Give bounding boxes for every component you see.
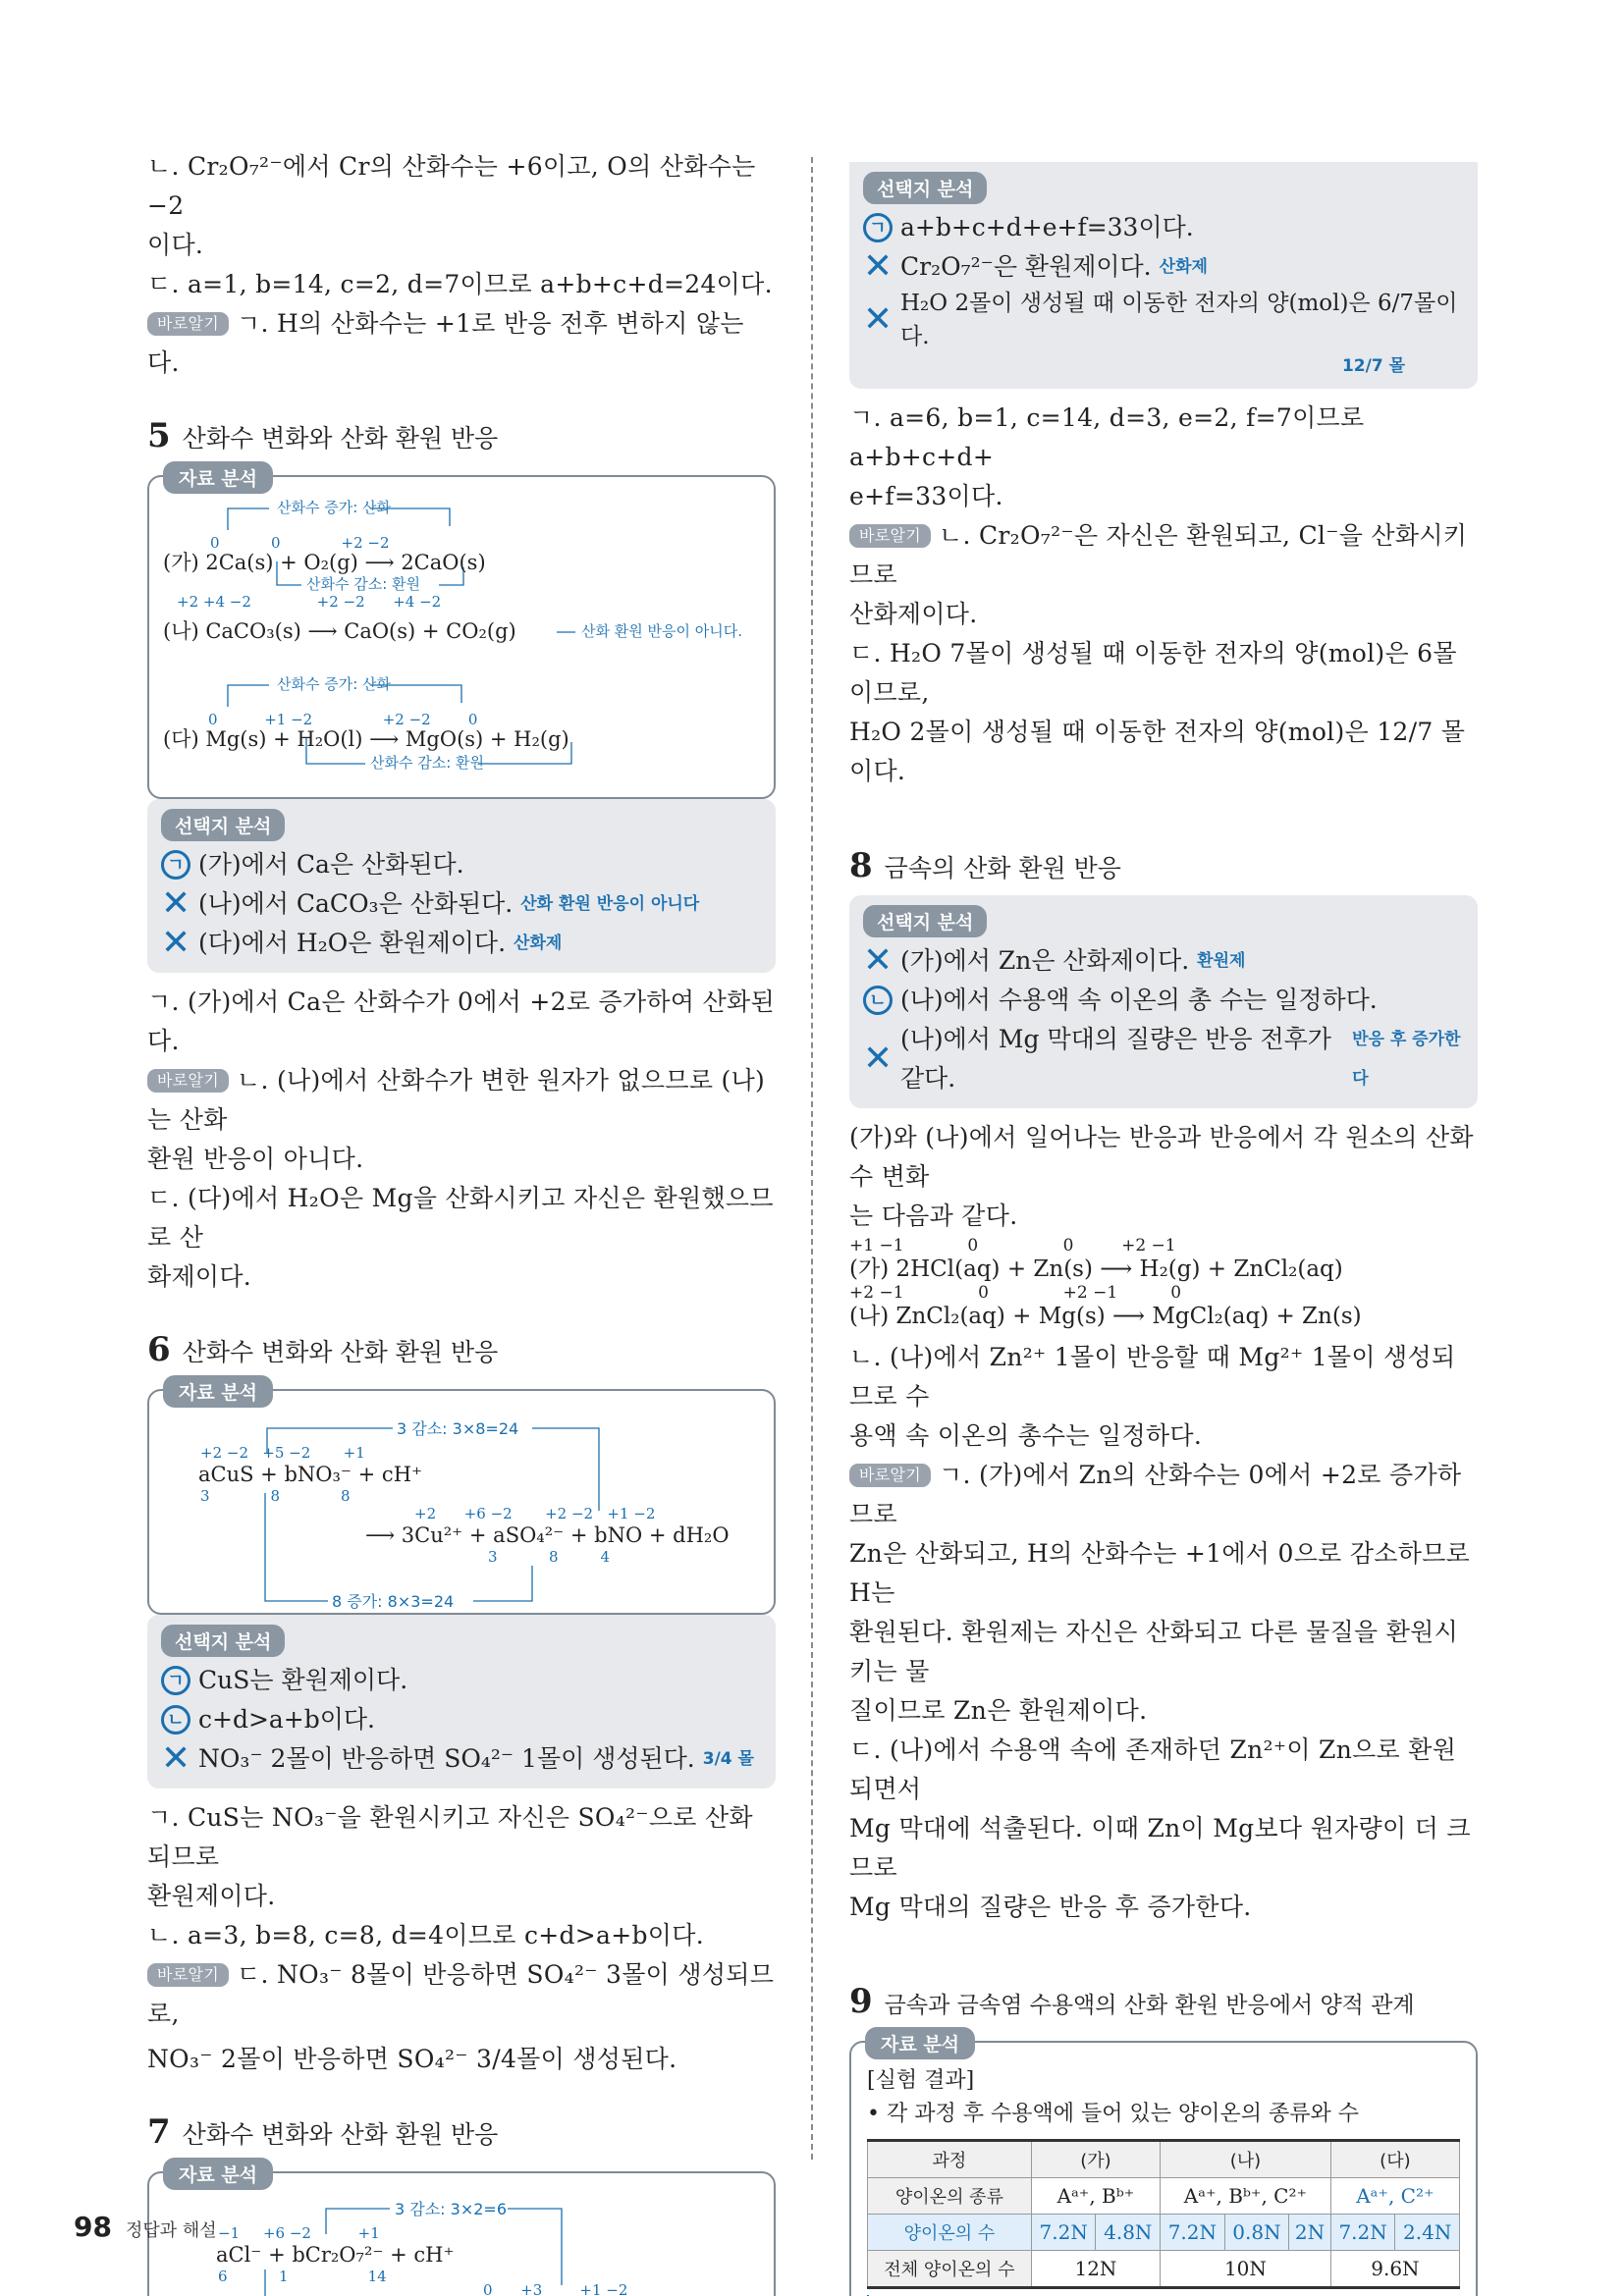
choice-note: 반응 후 증가한다	[1352, 1030, 1461, 1089]
choice-note: 3/4 몰	[702, 1749, 754, 1769]
fix-text: ㄱ. (가)에서 Zn의 산화수는 0에서 +2로 증가하므로	[849, 1461, 1462, 1528]
equation-diagram-7	[159, 2187, 758, 2296]
fix-text: ㄷ. NO₃⁻ 8몰이 반응하면 SO₄²⁻ 3몰이 생성되므로,	[147, 1960, 775, 2028]
expl-text: ㄴ. (나)에서 산화수가 변한 원자가 없으므로 (나)는 산화	[147, 1066, 766, 1134]
data-analysis-tag: 자료 분석	[865, 2027, 975, 2059]
table-cell: 10N	[1161, 2251, 1331, 2288]
fix-chip: 바로알기	[147, 312, 229, 336]
top-line-2: 이다.	[147, 231, 204, 259]
table-cell: 4.8N	[1096, 2215, 1161, 2251]
top-fix-text: ㄱ. H의 산화수는 +1로 반응 전후 변하지 않는다.	[147, 309, 744, 377]
choice-text: (나)에서 수용액 속 이온의 총 수는 일정하다.	[900, 986, 1378, 1014]
choice-text: (다)에서 H₂O은 환원제이다.	[198, 929, 507, 957]
section-number: 9	[849, 1982, 873, 2021]
equation-6-reactants: aCuS + bNO₃⁻ + cH⁺	[198, 1463, 423, 1486]
wrong-mark-icon: ✕	[161, 883, 191, 924]
correct-mark-icon: ㄱ	[161, 850, 190, 880]
expl-line: ㄴ. a=3, b=8, c=8, d=4이므로 c+d>a+b이다.	[147, 1921, 704, 1949]
choice-row	[863, 287, 1464, 353]
expl-line: e+f=33이다.	[849, 482, 1003, 510]
choice-note: 산화 환원 반응이 아니다	[520, 894, 700, 914]
top-line-3: ㄷ. a=1, b=14, c=2, d=7이므로 a+b+c+d=24이다.	[147, 270, 773, 298]
choice-text: c+d>a+b이다.	[198, 1705, 376, 1734]
fix-chip: 바로알기	[147, 1069, 229, 1093]
expl-line: 질이므로 Zn은 환원제이다.	[849, 1696, 1148, 1725]
choice-text: (나)에서 Mg 막대의 질량은 반응 전후가 같다.	[900, 1025, 1331, 1093]
expl-line: ㄷ. (나)에서 수용액 속에 존재하던 Zn²⁺이 Zn으로 환원되면서	[849, 1735, 1457, 1803]
label-6-reduction: 3 감소: 3×8=24	[397, 1419, 519, 1438]
expl-line: ㄷ. H₂O 7몰이 생성될 때 이동한 전자의 양(mol)은 6몰이므로,	[849, 639, 1457, 707]
expl-line: Zn은 산화되고, H의 산화수는 +1에서 0으로 감소하므로 H는	[849, 1539, 1471, 1607]
label-b-note: 산화 환원 반응이 아니다.	[581, 622, 742, 640]
expl-line: 환원된다. 환원제는 자신은 산화되고 다른 물질을 환원시키는 물	[849, 1618, 1459, 1685]
correct-mark-icon: ㄱ	[161, 1666, 190, 1695]
coef-6-reactants: 3 8 8	[200, 1487, 351, 1505]
section-number: 6	[147, 1330, 171, 1369]
wrong-mark-icon: ✕	[863, 1039, 893, 1079]
correct-mark-icon: ㄴ	[863, 986, 893, 1015]
choice-row	[161, 1739, 762, 1779]
choice-row	[161, 1661, 762, 1700]
wrong-mark-icon: ✕	[161, 1738, 191, 1779]
table-cell: 0.8N	[1224, 2215, 1289, 2251]
equation-a: (가) 2Ca(s) + O₂(g) ⟶ 2CaO(s)	[163, 551, 486, 574]
ox-8a: +1 −1 0 0 +2 −1	[849, 1236, 1176, 1255]
expl-line: 산화제이다.	[849, 600, 978, 628]
equation-c: (다) Mg(s) + H₂O(l) ⟶ MgO(s) + H₂(g)	[163, 727, 569, 751]
bullet-line: • 각 과정 후 수용액에 들어 있는 양이온의 종류와 수	[867, 2102, 1359, 2126]
right-column	[849, 162, 1478, 2296]
ox-a: 0 0 +2 −2	[210, 534, 390, 552]
choice-row	[863, 247, 1464, 287]
expl-line: 화제이다.	[147, 1262, 252, 1291]
expl-line: ㄱ. (가)에서 Ca은 산화수가 0에서 +2로 증가하여 산화된다.	[147, 988, 775, 1055]
expl-line: H₂O 2몰이 생성될 때 이동한 전자의 양(mol)은 12/7 몰이다.	[849, 718, 1466, 785]
fix-chip: 바로알기	[849, 1464, 931, 1487]
section-title: 금속과 금속염 수용액의 산화 환원 반응에서 양적 관계	[884, 1993, 1415, 2018]
data-analysis-box-6	[147, 1382, 776, 1615]
choice-row	[161, 1700, 762, 1739]
choice-box-7	[849, 162, 1478, 389]
choice-tag: 선택지 분석	[161, 1625, 285, 1657]
data-analysis-tag: 자료 분석	[163, 461, 273, 494]
choice-text: (가)에서 Ca은 산화된다.	[198, 850, 464, 879]
expl-line: 용액 속 이온의 총수는 일정하다.	[849, 1421, 1203, 1450]
expl-line: ㄱ. a=6, b=1, c=14, d=3, e=2, f=7이므로 a+b+c+d+	[849, 403, 1365, 471]
coef-6-products: 3 8 4	[488, 1548, 610, 1566]
equation-diagram-5	[159, 493, 758, 787]
expl-line	[849, 1456, 1478, 1534]
ox-7-reactants: −1 +6 −2 +1	[218, 2224, 380, 2242]
choice-text: a+b+c+d+e+f=33이다.	[900, 213, 1194, 241]
data-analysis-tag: 자료 분석	[163, 1375, 273, 1408]
choice-note: 산화제	[1159, 257, 1208, 277]
wrong-mark-icon: ✕	[161, 923, 191, 963]
expl-line: (가)와 (나)에서 일어나는 반응과 반응에서 각 원소의 산화수 변화	[849, 1123, 1474, 1191]
choice-text: (가)에서 Zn은 산화제이다.	[900, 946, 1190, 975]
section-8-heading	[849, 846, 1478, 885]
choice-box-8	[849, 895, 1478, 1108]
expl-line: ㄱ. CuS는 NO₃⁻을 환원시키고 자신은 SO₄²⁻으로 산화되므로	[147, 1803, 753, 1871]
table-cell: 9.6N	[1330, 2251, 1459, 2288]
section-title: 산화수 변화와 산화 환원 반응	[182, 1338, 499, 1366]
choice-row	[161, 884, 762, 924]
data-analysis-box-9	[849, 2034, 1478, 2296]
table-header: 과정	[868, 2141, 1032, 2178]
choice-text: (나)에서 CaCO₃은 산화된다.	[198, 889, 514, 918]
wrong-mark-icon: ✕	[863, 299, 893, 340]
label-c-oxidation: 산화수 증가: 산화	[277, 675, 392, 693]
ox-6-reactants: +2 −2 +5 −2 +1	[200, 1444, 365, 1462]
expl-line	[147, 1061, 776, 1140]
label-6-oxidation: 8 증가: 8×3=24	[332, 1592, 455, 1611]
fix-chip: 바로알기	[849, 524, 931, 548]
choice-note: 산화제	[514, 934, 563, 953]
expl-line: Mg 막대에 석출된다. 이때 Zn이 Mg보다 원자량이 더 크므로	[849, 1814, 1471, 1882]
fix-chip: 바로알기	[147, 1963, 229, 1987]
choice-row	[863, 353, 1464, 379]
ox-8b: +2 −1 0 +2 −1 0	[849, 1283, 1182, 1303]
expl-line: NO₃⁻ 2몰이 반응하면 SO₄²⁻ 3/4몰이 생성된다.	[147, 2045, 677, 2073]
column-divider	[811, 157, 813, 2160]
equation-8a: (가) 2HCl(aq) + Zn(s) ⟶ H₂(g) + ZnCl₂(aq)	[849, 1256, 1343, 1282]
choice-row	[863, 941, 1464, 981]
result-label: [실험 결과]	[867, 2068, 975, 2093]
section-title: 금속의 산화 환원 반응	[884, 854, 1121, 882]
expl-line: ㄴ. (나)에서 Zn²⁺ 1몰이 반응할 때 Mg²⁺ 1몰이 생성되므로 수	[849, 1343, 1456, 1411]
table-cell: Aᵃ⁺, Bᵇ⁺, C²⁺	[1161, 2178, 1331, 2215]
choice-text: Cr₂O₇²⁻은 환원제이다.	[900, 252, 1152, 281]
section-9-heading	[849, 1982, 1478, 2021]
choice-box-6	[147, 1615, 776, 1789]
table-cell: 2.4N	[1395, 2215, 1460, 2251]
choice-row	[863, 208, 1464, 247]
correct-mark-icon: ㄴ	[161, 1705, 190, 1735]
expl-line: ㄷ. (다)에서 H₂O은 Mg을 산화시키고 자신은 환원했으므로 산	[147, 1184, 774, 1252]
section-title: 산화수 변화와 산화 환원 반응	[182, 424, 499, 453]
footer-text: 정답과 해설	[125, 2220, 217, 2241]
section-7-heading	[147, 2112, 776, 2152]
choice-tag: 선택지 분석	[863, 905, 987, 937]
equation-7-reactants: aCl⁻ + bCr₂O₇²⁻ + cH⁺	[216, 2243, 455, 2267]
choice-note: 12/7 몰	[1341, 356, 1405, 376]
label-a-reduction: 산화수 감소: 환원	[306, 575, 421, 593]
expl-line: Mg 막대의 질량은 반응 후 증가한다.	[849, 1893, 1252, 1921]
table-cell: Aᵃ⁺, Bᵇ⁺	[1031, 2178, 1160, 2215]
table-cell: 2N	[1289, 2215, 1331, 2251]
table-row-label: 양이온의 종류	[868, 2178, 1032, 2215]
choice-box-5	[147, 799, 776, 973]
expl-line	[849, 516, 1478, 595]
equation-diagram-6	[159, 1405, 758, 1611]
section-5-heading	[147, 416, 776, 455]
page-number: 98	[74, 2211, 112, 2243]
expl-line	[147, 1955, 776, 2034]
choice-tag: 선택지 분석	[161, 809, 285, 841]
table-cell: 7.2N	[1031, 2215, 1096, 2251]
coef-7-reactants: 6 1 14	[218, 2268, 387, 2285]
choice-row	[863, 981, 1464, 1020]
expl-line: 는 다음과 같다.	[849, 1201, 1018, 1230]
label-a-oxidation: 산화수 증가: 산화	[277, 499, 392, 516]
expl-line: 환원제이다.	[147, 1882, 276, 1910]
left-column	[147, 147, 776, 2296]
result-table	[867, 2139, 1460, 2289]
choice-row	[161, 845, 762, 884]
table-cell: 7.2N	[1330, 2215, 1395, 2251]
choice-row	[161, 924, 762, 963]
section-title: 산화수 변화와 산화 환원 반응	[182, 2120, 499, 2149]
ox-7-products: 0 +3 +1 −2	[483, 2281, 628, 2296]
section-number: 8	[849, 846, 873, 885]
expl-line: 환원 반응이 아니다.	[147, 1145, 364, 1173]
section-number: 5	[147, 416, 171, 455]
label-7-reduction: 3 감소: 3×2=6	[395, 2200, 508, 2218]
section-number: 7	[147, 2112, 171, 2152]
choice-row	[863, 1020, 1464, 1098]
table-row-label: 전체 양이온의 수	[868, 2251, 1032, 2288]
table-cell: Aᵃ⁺, C²⁺	[1330, 2178, 1459, 2215]
table-header: (가)	[1031, 2141, 1160, 2178]
top-fix-line	[147, 304, 776, 383]
wrong-mark-icon: ✕	[863, 940, 893, 981]
choice-text: CuS는 환원제이다.	[198, 1666, 408, 1694]
wrong-mark-icon: ✕	[863, 246, 893, 287]
table-header: (나)	[1161, 2141, 1331, 2178]
data-analysis-box-7	[147, 2164, 776, 2296]
table-row-label: 양이온의 수	[868, 2215, 1032, 2251]
choice-text: H₂O 2몰이 생성될 때 이동한 전자의 양(mol)은 6/7몰이다.	[900, 291, 1458, 349]
ox-b: +2 +4 −2 +2 −2 +4 −2	[177, 593, 442, 611]
correct-mark-icon: ㄱ	[863, 213, 893, 242]
choice-note: 환원제	[1197, 951, 1246, 971]
equation-b: (나) CaCO₃(s) ⟶ CaO(s) + CO₂(g)	[163, 619, 516, 643]
fix-text: ㄴ. Cr₂O₇²⁻은 자신은 환원되고, Cl⁻을 산화시키므로	[849, 521, 1468, 589]
choice-text: NO₃⁻ 2몰이 반응하면 SO₄²⁻ 1몰이 생성된다.	[198, 1744, 695, 1773]
top-line-1: ㄴ. Cr₂O₇²⁻에서 Cr의 산화수는 +6이고, O의 산화수는 −2	[147, 152, 756, 220]
table-header: (다)	[1330, 2141, 1459, 2178]
equation-8b: (나) ZnCl₂(aq) + Mg(s) ⟶ MgCl₂(aq) + Zn(s)	[849, 1304, 1362, 1329]
ox-c: 0 +1 −2 +2 −2 0	[208, 711, 478, 728]
ox-6-products: +2 +6 −2 +2 −2 +1 −2	[414, 1505, 656, 1522]
data-analysis-tag: 자료 분석	[163, 2158, 273, 2190]
table-cell: 7.2N	[1161, 2215, 1225, 2251]
label-c-reduction: 산화수 감소: 환원	[370, 754, 485, 772]
choice-tag: 선택지 분석	[863, 172, 987, 204]
data-analysis-box-5	[147, 468, 776, 799]
equation-6-products: ⟶ 3Cu²⁺ + aSO₄²⁻ + bNO + dH₂O	[365, 1523, 730, 1547]
section-6-heading	[147, 1330, 776, 1369]
table-cell: 12N	[1031, 2251, 1160, 2288]
page-footer	[74, 2211, 217, 2243]
